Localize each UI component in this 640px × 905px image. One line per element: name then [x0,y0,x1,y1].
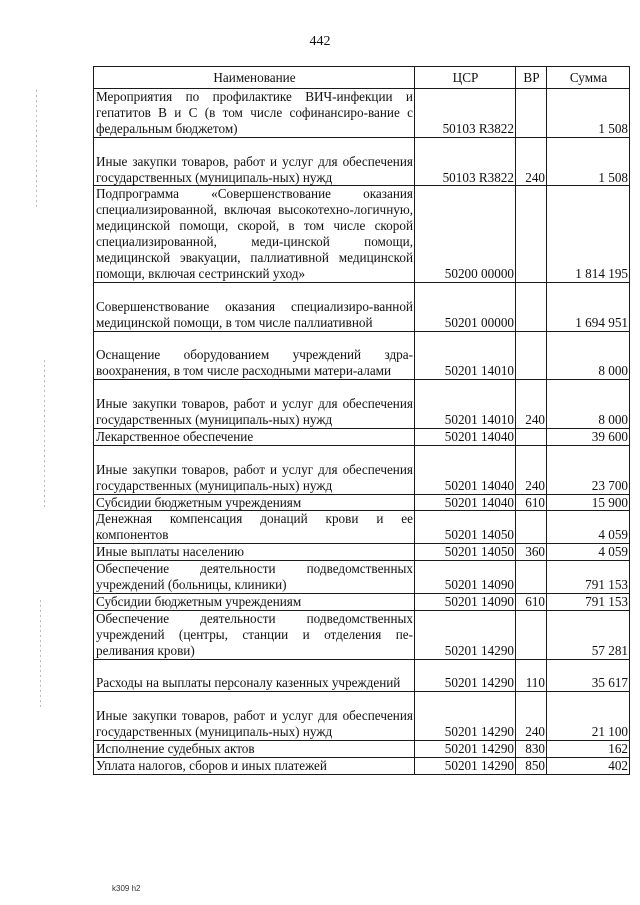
cell-name: Исполнение судебных актов [94,741,415,758]
cell-sum: 15 900 [547,494,630,511]
table-row [94,494,630,511]
table-row [94,692,630,741]
cell-csr: 50201 14010 [415,380,516,429]
table-row [94,544,630,561]
cell-vr: 240 [516,692,547,741]
cell-sum: 1 694 951 [547,282,630,331]
cell-name: Подпрограмма «Совершенствование оказания специализированной, включая высокотехно-логичную, медицинской помощи, скорой, в том числе скорой специализированной, меди-цинской помощи, медицинской эвакуации, паллиативной медицинской помощи, включая сестринский уход» [94,186,415,282]
cell-name: Иные закупки товаров, работ и услуг для обеспечения государственных (муниципаль-ных) нужд [94,137,415,186]
table-row [94,380,630,429]
cell-name: Уплата налогов, сборов и иных платежей [94,757,415,774]
cell-vr: 110 [516,659,547,692]
cell-vr: 240 [516,445,547,494]
cell-csr: 50201 14290 [415,659,516,692]
footer-code: k309 h2 [112,884,141,893]
cell-csr: 50201 14290 [415,741,516,758]
table-row [94,757,630,774]
cell-csr: 50201 14290 [415,692,516,741]
cell-csr: 50201 14290 [415,757,516,774]
cell-name: Иные выплаты населению [94,544,415,561]
page-number: 442 [309,34,331,49]
cell-vr: 610 [516,494,547,511]
header-sum: Сумма [547,67,630,89]
table-row [94,511,630,544]
table-row [94,331,630,380]
table-row [94,741,630,758]
cell-csr: 50201 14090 [415,593,516,610]
cell-vr: 830 [516,741,547,758]
cell-sum: 162 [547,741,630,758]
cell-name: Иные закупки товаров, работ и услуг для обеспечения государственных (муниципаль-ных) нужд [94,380,415,429]
table-row [94,186,630,282]
scan-margin-mark [40,600,41,710]
header-name: Наименование [94,67,415,89]
cell-vr [516,89,547,138]
cell-sum: 4 059 [547,511,630,544]
header-vr: ВР [516,67,547,89]
cell-vr [516,610,547,659]
table-row [94,282,630,331]
cell-name: Совершенствование оказания специализиро-ванной медицинской помощи, в том числе паллиативной [94,282,415,331]
cell-csr: 50201 14290 [415,610,516,659]
cell-vr [516,282,547,331]
table-row [94,445,630,494]
cell-sum: 57 281 [547,610,630,659]
cell-sum: 39 600 [547,428,630,445]
cell-name: Иные закупки товаров, работ и услуг для обеспечения государственных (муниципаль-ных) нужд [94,692,415,741]
cell-csr: 50200 00000 [415,186,516,282]
cell-csr: 50201 00000 [415,282,516,331]
cell-vr [516,186,547,282]
cell-name: Обеспечение деятельности подведомственных учреждений (больницы, клиники) [94,561,415,594]
cell-csr: 50201 14010 [415,331,516,380]
cell-sum: 791 153 [547,561,630,594]
cell-name: Субсидии бюджетным учреждениям [94,494,415,511]
table-row [94,89,630,138]
budget-table [93,66,630,775]
cell-sum: 35 617 [547,659,630,692]
cell-vr [516,331,547,380]
cell-vr: 360 [516,544,547,561]
cell-name: Субсидии бюджетным учреждениям [94,593,415,610]
table-row [94,561,630,594]
cell-sum: 8 000 [547,331,630,380]
table-row [94,428,630,445]
cell-name: Обеспечение деятельности подведомственных учреждений (центры, станции и отделения пе-реливания крови) [94,610,415,659]
cell-csr: 50201 14050 [415,511,516,544]
table-header-row [94,67,630,89]
cell-sum: 402 [547,757,630,774]
cell-sum: 1 508 [547,89,630,138]
cell-vr: 850 [516,757,547,774]
scan-margin-mark [36,90,37,210]
cell-name: Денежная компенсация донаций крови и ее компонентов [94,511,415,544]
cell-name: Иные закупки товаров, работ и услуг для обеспечения государственных (муниципаль-ных) нужд [94,445,415,494]
cell-sum: 21 100 [547,692,630,741]
cell-sum: 4 059 [547,544,630,561]
cell-vr: 610 [516,593,547,610]
table-row [94,593,630,610]
cell-sum: 8 000 [547,380,630,429]
table-row [94,659,630,692]
cell-csr: 50201 14050 [415,544,516,561]
cell-csr: 50201 14040 [415,445,516,494]
cell-sum: 23 700 [547,445,630,494]
cell-name: Мероприятия по профилактике ВИЧ-инфекции и гепатитов B и C (в том числе софинансиро-вание с федеральным бюджетом) [94,89,415,138]
cell-sum: 1 508 [547,137,630,186]
header-csr: ЦСР [415,67,516,89]
cell-name: Оснащение оборудованием учреждений здра-воохранения, в том числе расходными матери-алами [94,331,415,380]
cell-csr: 50201 14090 [415,561,516,594]
cell-vr: 240 [516,137,547,186]
table-body [94,89,630,775]
cell-name: Расходы на выплаты персоналу казенных учреждений [94,659,415,692]
cell-csr: 50103 R3822 [415,89,516,138]
table-row [94,137,630,186]
cell-sum: 1 814 195 [547,186,630,282]
table-row [94,610,630,659]
cell-vr [516,428,547,445]
cell-vr [516,511,547,544]
cell-vr: 240 [516,380,547,429]
cell-sum: 791 153 [547,593,630,610]
cell-csr: 50201 14040 [415,494,516,511]
cell-csr: 50103 R3822 [415,137,516,186]
cell-csr: 50201 14040 [415,428,516,445]
cell-name: Лекарственное обеспечение [94,428,415,445]
cell-vr [516,561,547,594]
scan-margin-mark [44,360,45,510]
